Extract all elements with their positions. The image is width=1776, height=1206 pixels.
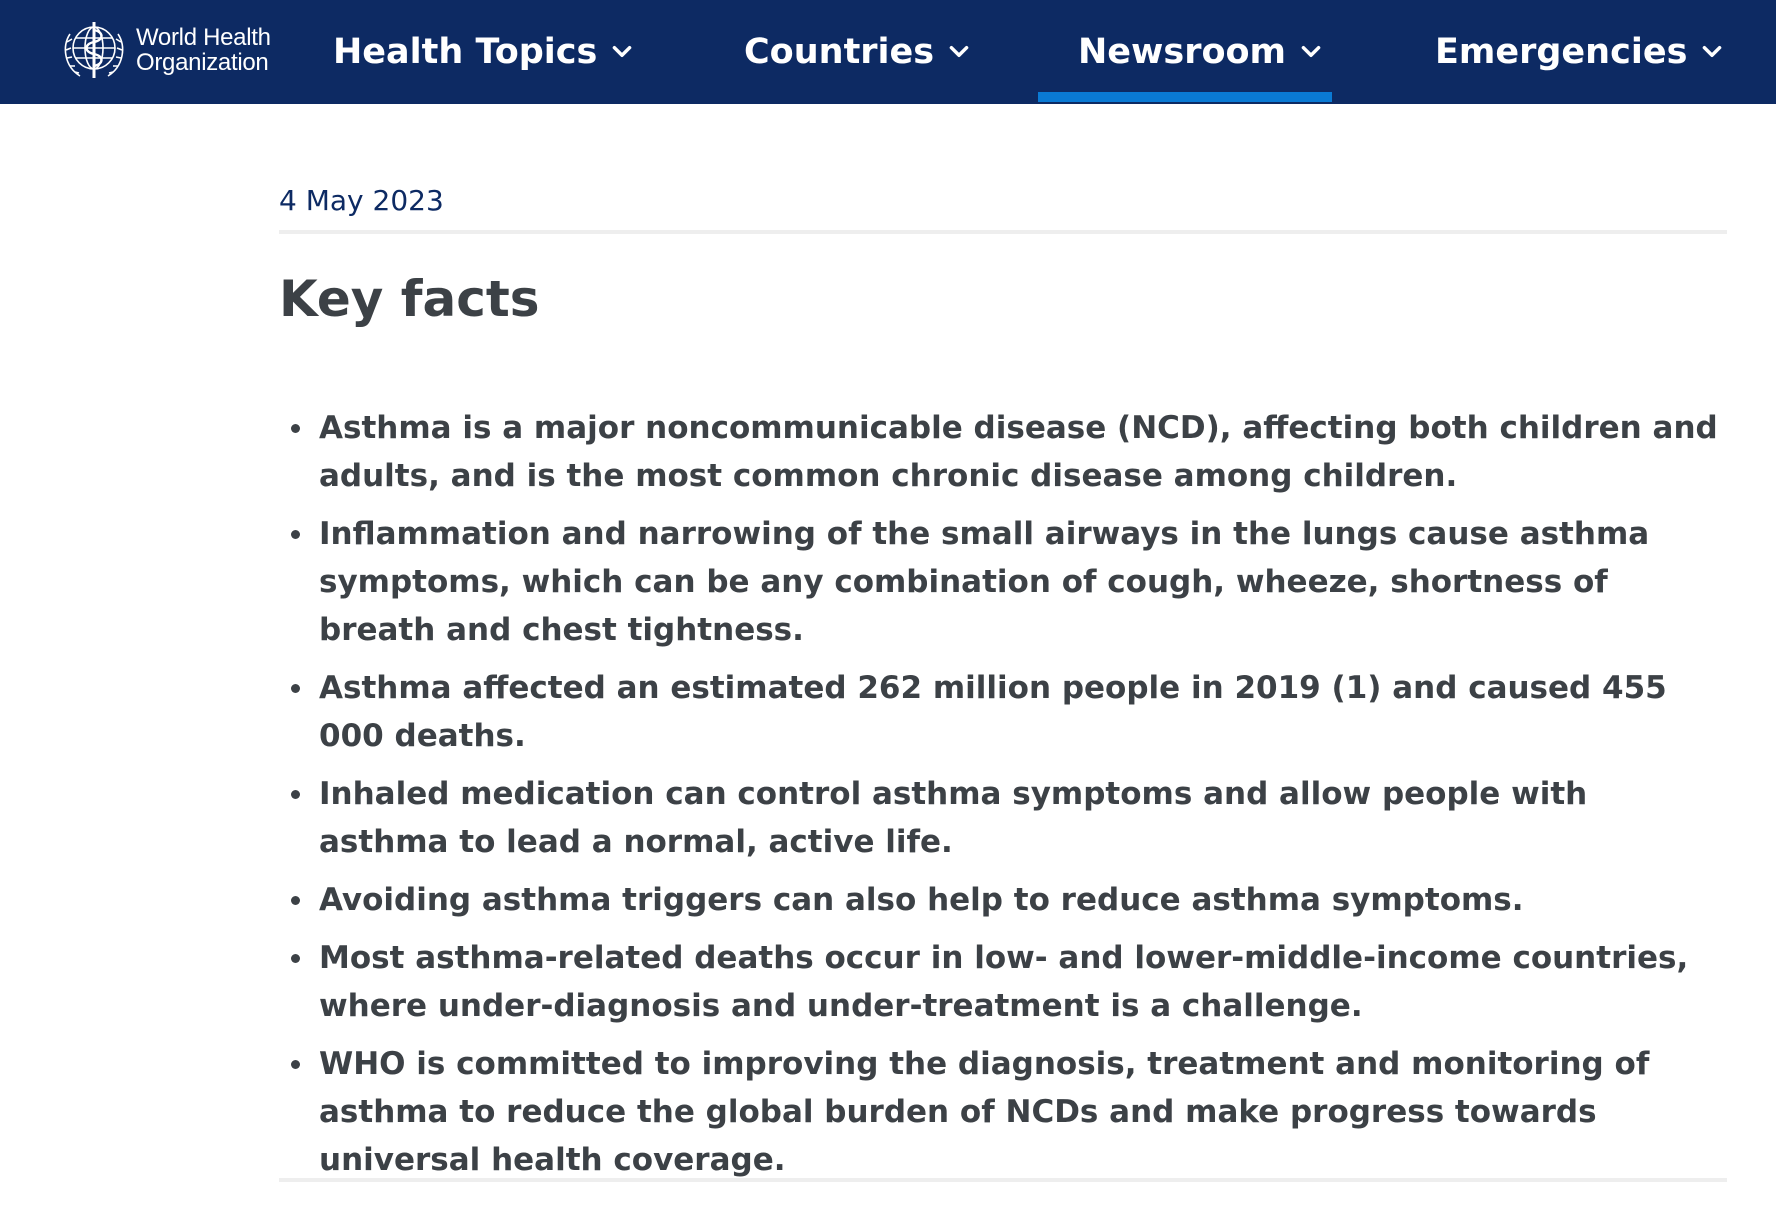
chevron-down-icon: [1699, 39, 1725, 65]
list-item: Asthma is a major noncommunicable disease (NCD), affecting both children and adults, and is the most common chronic disease among children.: [279, 404, 1727, 500]
nav-health-topics[interactable]: [333, 0, 635, 104]
list-item: Asthma affected an estimated 262 million people in 2019 (1) and caused 455 000 deaths.: [279, 664, 1727, 760]
who-emblem-icon: [58, 16, 130, 84]
nav-label: Newsroom: [1078, 32, 1287, 72]
nav-countries[interactable]: [744, 0, 972, 104]
key-facts-list: [279, 404, 1727, 1194]
list-item: Avoiding asthma triggers can also help to reduce asthma symptoms.: [279, 876, 1727, 924]
list-item: Inhaled medication can control asthma symptoms and allow people with asthma to lead a normal, active life.: [279, 770, 1727, 866]
nav-emergencies[interactable]: [1435, 0, 1725, 104]
who-logo[interactable]: [58, 16, 272, 84]
nav-label: Countries: [744, 32, 935, 72]
publish-date: 4 May 2023: [279, 184, 444, 217]
chevron-down-icon: [609, 39, 635, 65]
chevron-down-icon: [946, 39, 972, 65]
list-item: Most asthma-related deaths occur in low- and lower-middle-income countries, where under-diagnosis and under-treatment is a challenge.: [279, 934, 1727, 1030]
nav-label: Health Topics: [333, 32, 598, 72]
divider: [279, 1178, 1727, 1182]
list-item: Inflammation and narrowing of the small airways in the lungs cause asthma symptoms, which can be any combination of cough, wheeze, shortness of breath and chest tightness.: [279, 510, 1727, 654]
nav-label: Emergencies: [1435, 32, 1688, 72]
divider: [279, 230, 1727, 234]
nav-newsroom[interactable]: [1078, 0, 1324, 104]
list-item: WHO is committed to improving the diagnosis, treatment and monitoring of asthma to reduce the global burden of NCDs and make progress towards universal health coverage.: [279, 1040, 1727, 1184]
nav-active-indicator: [1038, 92, 1332, 102]
page-title: Key facts: [279, 270, 540, 328]
logo-line-2: Organization: [136, 49, 269, 76]
chevron-down-icon: [1298, 39, 1324, 65]
logo-line-1: World Health: [136, 24, 271, 51]
top-navigation: [0, 0, 1776, 104]
logo-wordmark: [136, 25, 271, 75]
